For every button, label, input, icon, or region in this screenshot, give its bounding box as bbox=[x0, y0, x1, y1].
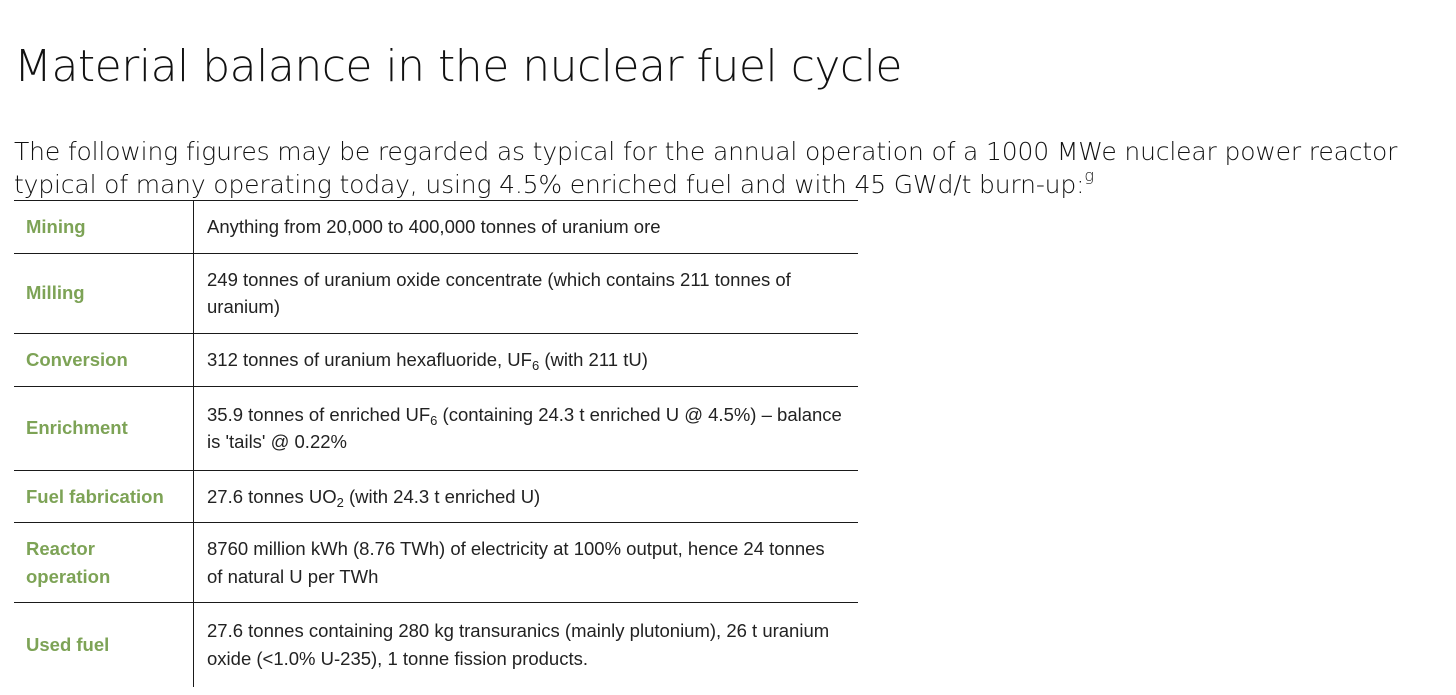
stage-description: Anything from 20,000 to 400,000 tonnes of uranium ore bbox=[194, 201, 859, 254]
stage-label: Enrichment bbox=[14, 386, 194, 470]
subscript: 6 bbox=[430, 412, 438, 428]
stage-label: Used fuel bbox=[14, 603, 194, 687]
description-text: 312 tonnes of uranium hexafluoride, UF bbox=[207, 348, 532, 370]
table-row bbox=[14, 523, 858, 603]
stage-label: Fuel fabrication bbox=[14, 470, 194, 523]
stage-label: Milling bbox=[14, 253, 194, 333]
description-text: (containing 24.3 t enriched U @ 4.5%) – balance is 'tails' @ 0.22% bbox=[207, 403, 842, 452]
table-row bbox=[14, 333, 858, 386]
stage-label: Conversion bbox=[14, 333, 194, 386]
description-text: (with 24.3 t enriched U) bbox=[343, 485, 541, 507]
material-balance-table bbox=[14, 200, 858, 687]
stage-description bbox=[194, 470, 859, 523]
description-text: 27.6 tonnes UO bbox=[207, 485, 337, 507]
page-title: Material balance in the nuclear fuel cycle bbox=[14, 41, 902, 93]
description-text: 35.9 tonnes of enriched UF bbox=[207, 403, 431, 425]
footnote-link[interactable]: g bbox=[1084, 166, 1094, 185]
intro-paragraph bbox=[14, 135, 1454, 201]
stage-description: 249 tonnes of uranium oxide concentrate (which contains 211 tonnes of uranium) bbox=[194, 253, 859, 333]
table-row bbox=[14, 470, 858, 523]
stage-description: 27.6 tonnes containing 280 kg transuranics (mainly plutonium), 26 t uranium oxide (<1.0% U-235), 1 tonne fission products. bbox=[194, 603, 859, 687]
subscript: 6 bbox=[531, 357, 540, 373]
stage-label: Reactor operation bbox=[14, 523, 194, 603]
stage-description: 8760 million kWh (8.76 TWh) of electricity at 100% output, hence 24 tonnes of natural U per TWh bbox=[194, 523, 859, 603]
table-row bbox=[14, 201, 858, 254]
description-text: (with 211 tU) bbox=[539, 348, 648, 370]
stage-label: Mining bbox=[14, 201, 194, 254]
subscript: 2 bbox=[336, 494, 344, 510]
stage-description bbox=[194, 386, 859, 470]
intro-text: The following figures may be regarded as typical for the annual operation of a 1000 MWe nuclear power reactor typical of many operating today, using 4.5% enriched fuel and with 45 GWd/t burn-up: bbox=[14, 137, 1398, 199]
stage-description bbox=[194, 333, 859, 386]
table-row bbox=[14, 386, 858, 470]
table-row bbox=[14, 603, 858, 687]
table-row bbox=[14, 253, 858, 333]
